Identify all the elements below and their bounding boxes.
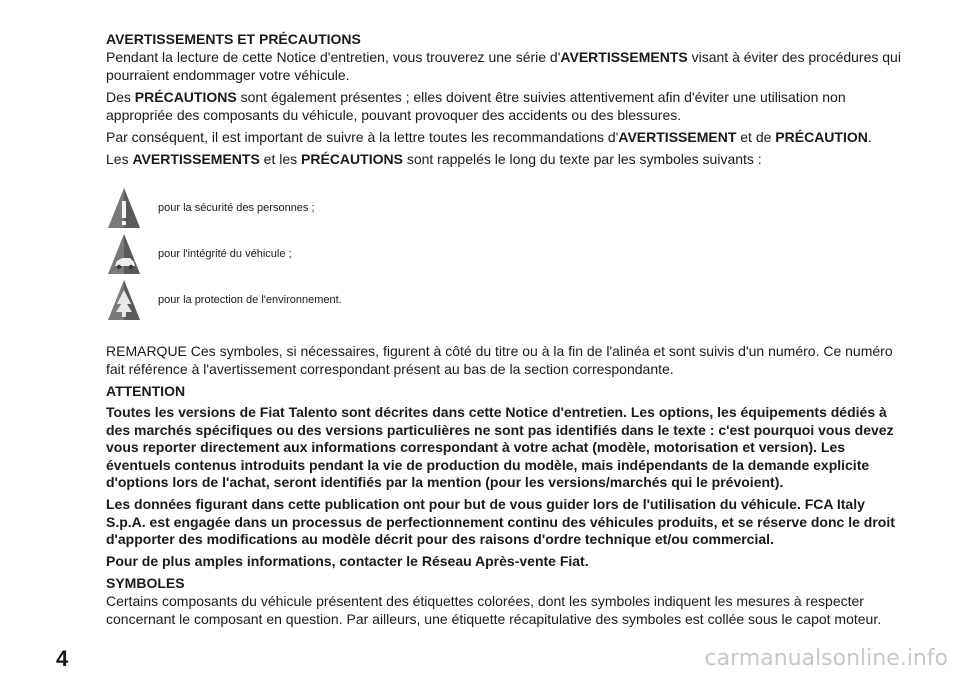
keyword-avertissements: AVERTISSEMENTS [560,49,688,65]
attention-title: ATTENTION [106,383,186,399]
intro-paragraph-3 [106,128,906,146]
text-run: et de [736,129,776,145]
symbol-label: pour l'intégrité du véhicule ; [158,248,292,260]
text-run: . [867,129,872,145]
watermark: carmanualsonline.info [704,646,948,671]
symbol-label: pour la sécurité des personnes ; [158,202,315,214]
symbol-label: pour la protection de l'environnement. [158,294,342,306]
warning-person-icon [106,186,142,230]
keyword-precaution: PRÉCAUTION [775,129,868,145]
symboles-title: SYMBOLES [106,575,185,592]
warning-vehicle-icon [106,232,142,276]
symboles-paragraph: Certains composants du véhicule présentent des étiquettes colorées, dont les symboles indiquent les mesures à respecter concernant le composant en question. Par ailleurs, une étiquette récapitulative des symboles est collée sous le capot moteur. [106,593,882,628]
keyword-avertissement: AVERTISSEMENT [618,129,737,145]
section-title: AVERTISSEMENTS ET PRÉCAUTIONS [106,31,361,47]
text-run: et les [259,151,302,167]
attention-paragraph-1: Toutes les versions de Fiat Talento sont décrites dans cette Notice d'entretien. Les options, les équipements dédiés à des marchés spécifiques ou des versions particulières ne sont pas identifiés dans le texte : c'est pourquoi vous devez vous reporter directement aux informations correspondant à votre achat (modèle, motorisation et version). Les éventuels contenus introduits pendant la vie de production du modèle, mais indépendants de la demande explicite d'options lors de l'achat, seront identifiés par la mention (pour les versions/marchés qui le prévoient). [106,404,894,491]
text-run: Pendant la lecture de cette Notice d'entretien, vous trouverez une série d' [106,49,561,65]
page-content [106,30,906,628]
symbol-list [106,186,906,324]
keyword-precautions: PRÉCAUTIONS [301,151,403,167]
intro-paragraph-4 [106,150,906,168]
remarque-paragraph: REMARQUE Ces symboles, si nécessaires, figurent à côté du titre ou à la fin de l'alinéa et sont suivis d'un numéro. Ce numéro fait référence à l'avertissement correspondant présent au bas de la section correspondante. [106,343,893,377]
symbol-row-environment [106,278,906,324]
warning-environment-icon [106,278,142,322]
intro-paragraph-2 [106,88,906,124]
text-run: sont rappelés le long du texte par les symboles suivants : [402,151,762,167]
attention-paragraph-2: Les données figurant dans cette publication ont pour but de vous guider lors de l'utilisation du véhicule. FCA Italy S.p.A. est engagée dans un processus de perfectionnement continu des véhicules produits, et se réserve donc le droit d'apporter des modifications au modèle décrit pour des raisons d'ordre technique et/ou commercial. [106,495,895,548]
intro-paragraph-1 [106,48,906,84]
text-run: Les [106,151,133,167]
keyword-avertissements: AVERTISSEMENTS [132,151,260,167]
text-run: Par conséquent, il est important de suivre à la lettre toutes les recommandations d' [106,129,619,145]
keyword-precautions: PRÉCAUTIONS [134,89,237,105]
attention-paragraph-3: Pour de plus amples informations, contacter le Réseau Après-vente Fiat. [106,552,589,569]
text-run: Des [106,89,135,105]
symbol-row-vehicle [106,232,906,278]
text-run: sont également présentes ; elles doivent être suivies attentivement afin d'éviter une utilisation non appropriée des composants du véhicule, pouvant provoquer des accidents ou des blessures. [106,89,846,123]
page-number: 4 [56,646,69,671]
text-run: visant à éviter des procédures qui pourraient endommager votre véhicule. [106,49,901,83]
symbol-row-person [106,186,906,232]
